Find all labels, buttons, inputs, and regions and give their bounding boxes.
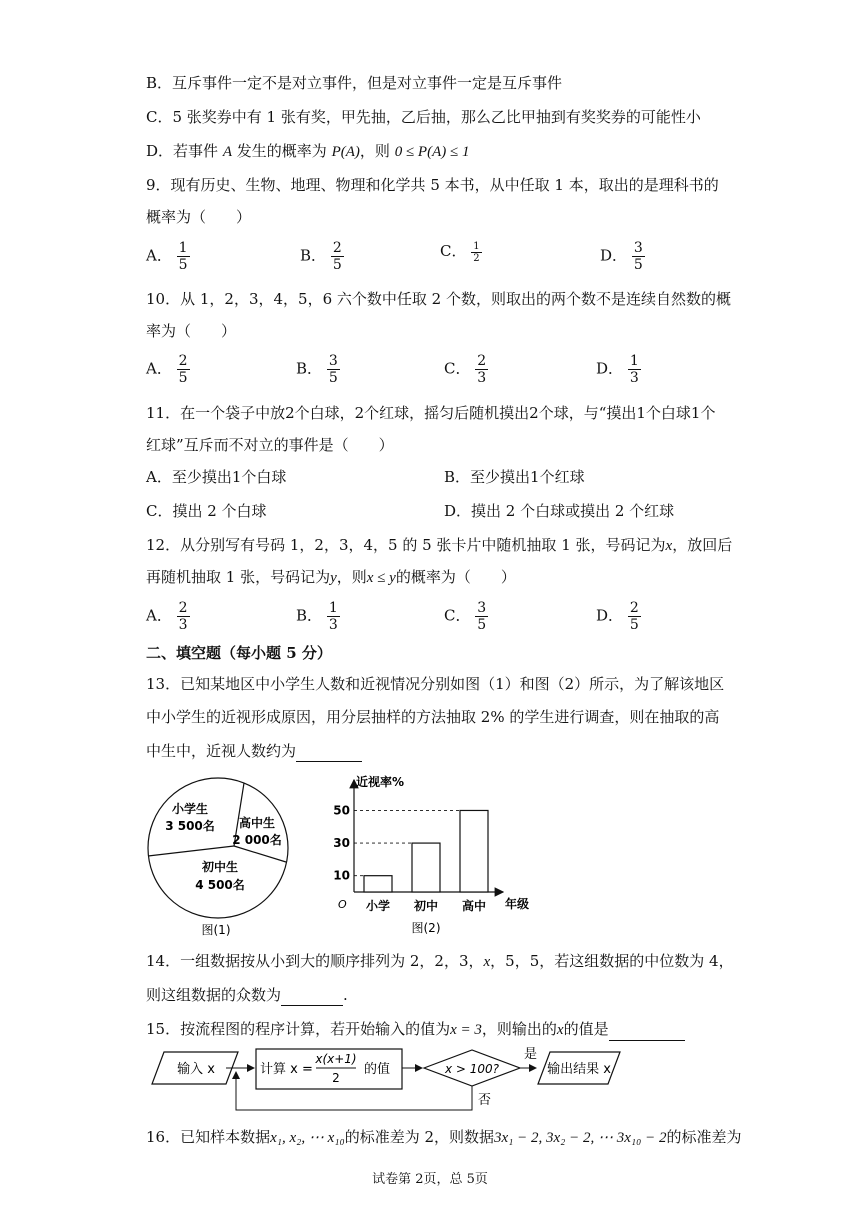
- q15-eq: x = 3: [450, 1022, 482, 1038]
- pie-label-middle: 初中生: [201, 860, 239, 874]
- pie-divider-2: [234, 846, 286, 862]
- q10-option-b: [296, 353, 340, 386]
- q12-option-a: [146, 600, 190, 633]
- q8-option-b: B．互斥事件一定不是对立事件，但是对立事件一定是互斥事件: [146, 74, 563, 92]
- origin-label: O: [338, 898, 347, 911]
- calc-label: 计算 x =: [260, 1062, 313, 1077]
- answer-blank: [296, 745, 362, 762]
- option-label: A．: [146, 359, 172, 378]
- q12-stem-2: [146, 566, 516, 589]
- q12-var-x: x: [665, 538, 673, 554]
- option-label: A．: [146, 246, 172, 265]
- q12-option-c: [444, 600, 488, 633]
- y-tick-2: 50: [333, 803, 350, 818]
- answer-blank: [609, 1024, 685, 1041]
- q12-post2: 的概率为（ ）: [395, 568, 516, 586]
- q16-post: 的标准差为: [666, 1128, 742, 1146]
- q16-mid: 的标准差为 2，则数据: [344, 1128, 494, 1146]
- q10-option-a: [146, 353, 190, 386]
- frac-num: 2: [332, 240, 342, 256]
- frac-den: 5: [332, 257, 342, 273]
- q15-var: x: [556, 1022, 564, 1038]
- q15-stem: [146, 1018, 685, 1041]
- pie-count-primary: 3 500名: [165, 819, 215, 833]
- x-axis-label: 年级: [505, 897, 530, 911]
- option-label: C．: [440, 242, 467, 260]
- q14-post: ，5，5，若这组数据的中位数为 4，: [490, 952, 734, 970]
- frac-num: 1: [629, 353, 639, 369]
- q8-option-c: C．5 张奖券中有 1 张有奖，甲先抽，乙后抽，那么乙比甲抽到有奖奖券的可能性小: [146, 108, 701, 126]
- q8-option-d: [146, 140, 469, 163]
- y-axis-label: 近视率%: [356, 775, 405, 789]
- frac-num: 3: [477, 600, 487, 616]
- q9-stem-1: 9．现有历史、生物、地理、物理和化学共 5 本书，从中任取 1 本，取出的是理科书的: [146, 176, 719, 194]
- option-label: C．: [444, 606, 471, 625]
- frac-den: 5: [178, 370, 188, 386]
- pie-count-high: 2 000名: [232, 833, 282, 847]
- frac-num: 1: [473, 240, 480, 252]
- frac-den: 3: [178, 617, 188, 633]
- q8-d-ineq: 0 ≤ P(A) ≤ 1: [394, 144, 470, 160]
- frac-den: 5: [477, 617, 487, 633]
- q11-option-c: C．摸出 2 个白球: [146, 502, 267, 520]
- frac-den: 3: [629, 370, 639, 386]
- q12-post: ，放回后: [672, 536, 733, 554]
- frac-den: 3: [477, 370, 487, 386]
- q11-option-d: D．摸出 2 个白球或摸出 2 个红球: [444, 502, 675, 520]
- q9-stem-2: 概率为（ ）: [146, 208, 252, 226]
- q12-ineq: x ≤ y: [366, 570, 396, 586]
- frac-num: 2: [477, 353, 487, 369]
- q8-d-pre: D．若事件: [146, 142, 219, 160]
- q9-option-d: [600, 240, 645, 273]
- frac-den: 5: [328, 370, 338, 386]
- q15-pre: 15．按流程图的程序计算，若开始输入的值为: [146, 1020, 451, 1038]
- section-heading: 二、填空题（每小题 5 分）: [146, 644, 332, 662]
- pie-count-middle: 4 500名: [195, 878, 245, 892]
- bar-caption: 图(2): [411, 921, 441, 935]
- q13-stem-3: [146, 740, 362, 762]
- frac-num: 3: [328, 353, 338, 369]
- option-label: B．: [300, 246, 327, 265]
- q16-stem: [146, 1126, 741, 1149]
- q12-var-y: y: [330, 570, 337, 586]
- pie-caption: 图(1): [201, 923, 231, 937]
- option-label: D．: [596, 606, 624, 625]
- q8-d-var: A: [222, 144, 232, 160]
- x-tick-2: 高中: [461, 899, 487, 913]
- q13-stem-1: 13．已知某地区中小学生人数和近视情况分别如图（1）和图（2）所示，为了解该地区: [146, 675, 725, 693]
- option-label: D．: [596, 359, 624, 378]
- q16-pre: 16．已知样本数据: [146, 1128, 271, 1146]
- q14-pre2: 则这组数据的众数为: [146, 986, 282, 1004]
- frac-den: 5: [633, 257, 643, 273]
- pie-label-primary: 小学生: [171, 802, 209, 816]
- frac-den: 5: [629, 617, 639, 633]
- q11-option-b: B．至少摸出1个红球: [444, 468, 585, 486]
- q13-line3-text: 中生中，近视人数约为: [146, 742, 297, 760]
- q12-mid: ，则: [336, 568, 367, 586]
- bar-高中: [460, 810, 488, 892]
- x-tick-0: 小学: [365, 899, 391, 913]
- no-label: 否: [478, 1093, 492, 1108]
- q12-pre: 12．从分别写有号码 1，2，3，4，5 的 5 张卡片中随机抽取 1 张，号码记为: [146, 536, 666, 554]
- q11-stem-2: 红球”互斥而不对立的事件是（ ）: [146, 436, 394, 454]
- q8-d-mid: 发生的概率为: [236, 142, 327, 160]
- q14-var: x: [483, 954, 491, 970]
- bar-chart: [328, 772, 538, 942]
- q13-stem-2: 中小学生的近视形成原因，用分层抽样的方法抽取 2% 的学生进行调查，则在抽取的高: [146, 708, 720, 726]
- q8-d-mid2: ，则: [359, 142, 390, 160]
- q12-pre2: 再随机抽取 1 张，号码记为: [146, 568, 331, 586]
- option-label: A．: [146, 606, 172, 625]
- q14-pre: 14．一组数据按从小到大的顺序排列为 2，2，3，: [146, 952, 484, 970]
- frac-den: 3: [328, 617, 338, 633]
- option-label: B．: [296, 606, 323, 625]
- frac-num: 1: [328, 600, 338, 616]
- frac-num: 2: [178, 353, 188, 369]
- decision-label: x > 100?: [444, 1062, 500, 1076]
- q15-mid: ，则输出的: [481, 1020, 557, 1038]
- q16-expr: 3x₁ − 2, 3x₂ − 2, ⋯ 3x₁₀ − 2: [494, 1130, 667, 1146]
- calc-suffix: 的值: [364, 1062, 391, 1077]
- option-label: D．: [600, 246, 628, 265]
- q11-stem-1: 11．在一个袋子中放2个白球，2个红球，摇匀后随机摸出2个球，与“摸出1个白球1个: [146, 404, 716, 422]
- q8-d-p: P(A): [331, 144, 360, 160]
- frac-den: 2: [473, 252, 480, 264]
- calc-num: x(x+1): [315, 1052, 357, 1066]
- option-label: B．: [296, 359, 323, 378]
- pie-label-high: 高中生: [238, 816, 276, 830]
- pie-divider-0: [148, 846, 234, 856]
- frac-den: 5: [178, 257, 188, 273]
- yes-label: 是: [524, 1047, 538, 1062]
- q10-stem-1: 10．从 1，2，3，4，5，6 六个数中任取 2 个数，则取出的两个数不是连续自然数的概: [146, 290, 731, 308]
- q14-stem-2: [146, 984, 348, 1006]
- frac-num: 2: [629, 600, 639, 616]
- q9-option-a: [146, 240, 190, 273]
- output-label: 输出结果 x: [547, 1062, 611, 1077]
- y-tick-0: 10: [333, 868, 350, 883]
- q12-option-d: [596, 600, 641, 633]
- pie-chart: [140, 776, 300, 942]
- x-tick-1: 初中: [413, 899, 439, 913]
- option-label: C．: [444, 359, 471, 378]
- flowchart: [150, 1040, 720, 1116]
- calc-den: 2: [332, 1071, 340, 1085]
- input-label: 输入 x: [177, 1062, 215, 1077]
- q10-option-d: [596, 353, 641, 386]
- q14-post2: .: [343, 986, 348, 1004]
- answer-blank: [281, 989, 343, 1006]
- page-footer: 试卷第 2页，总 5页: [372, 1172, 488, 1187]
- q10-stem-2: 率为（ ）: [146, 322, 237, 340]
- q11-option-a: A．至少摸出1个白球: [146, 468, 287, 486]
- y-tick-1: 30: [333, 836, 350, 851]
- q14-stem-1: [146, 950, 734, 973]
- frac-num: 1: [178, 240, 188, 256]
- q9-option-b: [300, 240, 344, 273]
- bar-小学: [364, 876, 392, 892]
- q10-option-c: [444, 353, 488, 386]
- q12-option-b: [296, 600, 340, 633]
- q9-option-c: [440, 240, 482, 264]
- frac-num: 2: [178, 600, 188, 616]
- q15-post: 的值是: [563, 1020, 609, 1038]
- frac-num: 3: [633, 240, 643, 256]
- q12-stem-1: [146, 534, 732, 557]
- bar-初中: [412, 843, 440, 892]
- q16-vars: x₁, x₂, ⋯ x₁₀: [270, 1130, 345, 1146]
